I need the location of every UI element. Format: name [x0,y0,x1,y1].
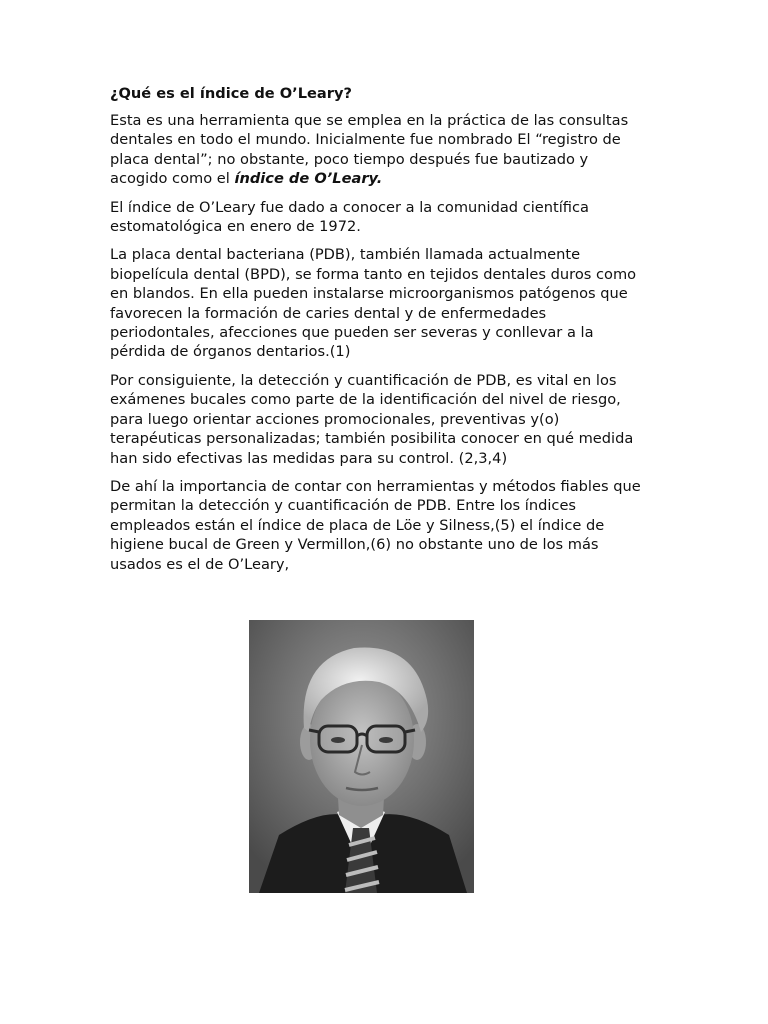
portrait-photo [249,620,474,893]
document-heading: ¿Qué es el índice de O’Leary? [110,85,352,102]
document-body [110,84,650,583]
paragraph-dental-plaque: La placa dental bacteriana (PDB), también llamada actualmente biopelícula dental (BPD), se forma tanto en tejidos dentales duros como en blandos. En ella pueden instalarse microorganismos patógenos que favorecen la formación de caries dental y de enfermedades periodontales, afecciones que pueden ser severas y conllevar a la pérdida de órganos dentarios.(1) [110,246,637,361]
paragraph-detection: Por consiguiente, la detección y cuantificación de PDB, es vital en los exámenes bucales como parte de la identificación del nivel de riesgo, para luego orientar acciones promocionales, preventivas y(o) terapéuticas personalizadas; también posibilita conocer en qué medida han sido efectivas las medidas para su control. (2,3,4) [110,371,634,467]
paragraph-indices: De ahí la importancia de contar con herramientas y métodos fiables que permitan la detección y cuantificación de PDB. Entre los índices empleados están el índice de placa de Löe y Silness,(5) el índice de higiene bucal de Green y Vermillon,(6) no obstante uno de los más usados es el de O’Leary, [110,477,641,573]
paragraph-intro-emphasis: índice de O’Leary. [234,170,383,188]
paragraph-intro [110,111,650,189]
paragraph-history: El índice de O’Leary fue dado a conocer a la comunidad científica estomatológica en enero de 1972. [110,198,589,236]
paragraph-intro-text: Esta es una herramienta que se emplea en la práctica de las consultas dentales en todo el mundo. Inicialmente fue nombrado El “registro de placa dental”; no obstante, poco tiempo después fue bautizado y acogido como el [110,112,629,188]
